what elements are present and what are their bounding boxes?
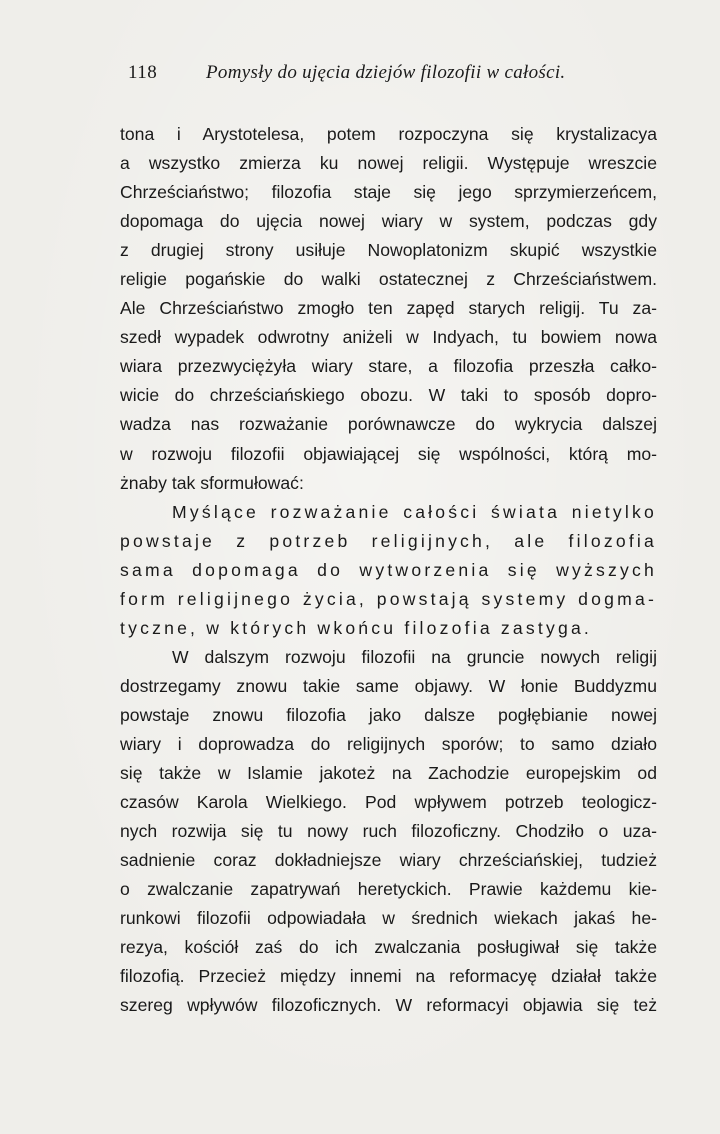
page-number: 118: [128, 62, 158, 83]
text-line: czasów Karola Wielkiego. Pod wpływem potrzeb teologicz-: [120, 792, 657, 813]
page-header: [128, 62, 588, 92]
text-line: sama dopomaga do wytworzenia się wyższych: [120, 559, 657, 580]
text-line: religie pogańskie do walki ostatecznej z Chrześciaństwem.: [120, 269, 657, 290]
text-line: o zwalczanie zapatrywań heretyckich. Prawie każdemu kie-: [120, 879, 657, 900]
text-line: a wszystko zmierza ku nowej religii. Występuje wreszcie: [120, 153, 657, 174]
text-line: rezya, kościół zaś do ich zwalczania posługiwał się także: [120, 937, 657, 958]
text-line: Chrześciaństwo; filozofia staje się jego sprzymierzeńcem,: [120, 182, 657, 203]
paragraph: [120, 643, 657, 1021]
text-line: W dalszym rozwoju filozofii na gruncie nowych religij: [172, 646, 657, 667]
text-line: szereg wpływów filozoficznych. W reformacyi objawia się też: [120, 995, 657, 1016]
text-line: żnaby tak sformułować:: [120, 472, 304, 493]
text-line: form religijnego życia, powstają systemy dogma-: [120, 588, 657, 609]
text-line: wiara przezwyciężyła wiary stare, a filozofia przeszła całko-: [120, 356, 657, 377]
text-line: tyczne, w których wkońcu filozofia zastyga.: [120, 617, 593, 638]
text-line: szedł wypadek odwrotny aniżeli w Indyach, tu bowiem nowa: [120, 327, 657, 348]
text-line: runkowi filozofii odpowiadała w średnich wiekach jakaś he-: [120, 908, 657, 929]
text-line: tona i Arystotelesa, potem rozpoczyna się krystalizacya: [120, 124, 657, 144]
running-title: Pomysły do ujęcia dziejów filozofii w całości.: [206, 62, 566, 83]
text-line: powstaje znowu filozofia jako dalsze pogłębianie nowej: [120, 704, 657, 725]
text-line: powstaje z potrzeb religijnych, ale filozofia: [120, 530, 657, 551]
text-line: Myślące rozważanie całości świata nietylko: [172, 501, 657, 522]
text-line: sadnienie coraz dokładniejsze wiary chrześciańskiej, tudzież: [120, 850, 657, 871]
text-line: wicie do chrześciańskiego obozu. W taki to sposób dopro-: [120, 385, 657, 406]
body-text: [120, 120, 657, 1020]
text-line: nych rozwija się tu nowy ruch filozoficzny. Chodziło o uza-: [120, 821, 657, 842]
text-line: wadza nas rozważanie porównawcze do wykrycia dalszej: [120, 414, 657, 435]
text-line: się także w Islamie jakoteż na Zachodzie europejskim od: [120, 763, 657, 784]
text-line: dostrzegamy znowu takie same objawy. W łonie Buddyzmu: [120, 675, 657, 696]
text-line: z drugiej strony usiłuje Nowoplatonizm skupić wszystkie: [120, 240, 657, 261]
emphasized-paragraph: [120, 498, 657, 643]
text-line: wiary i doprowadza do religijnych sporów; to samo działo: [120, 733, 657, 754]
text-line: w rozwoju filozofii objawiającej się wspólności, którą mo-: [120, 443, 657, 464]
text-line: filozofią. Przecież między innemi na reformacyę działał także: [120, 966, 657, 987]
text-line: dopomaga do ujęcia nowej wiary w system, podczas gdy: [120, 211, 657, 232]
paragraph: [120, 120, 657, 498]
text-line: Ale Chrześciaństwo zmogło ten zapęd starych religij. Tu za-: [120, 298, 657, 319]
